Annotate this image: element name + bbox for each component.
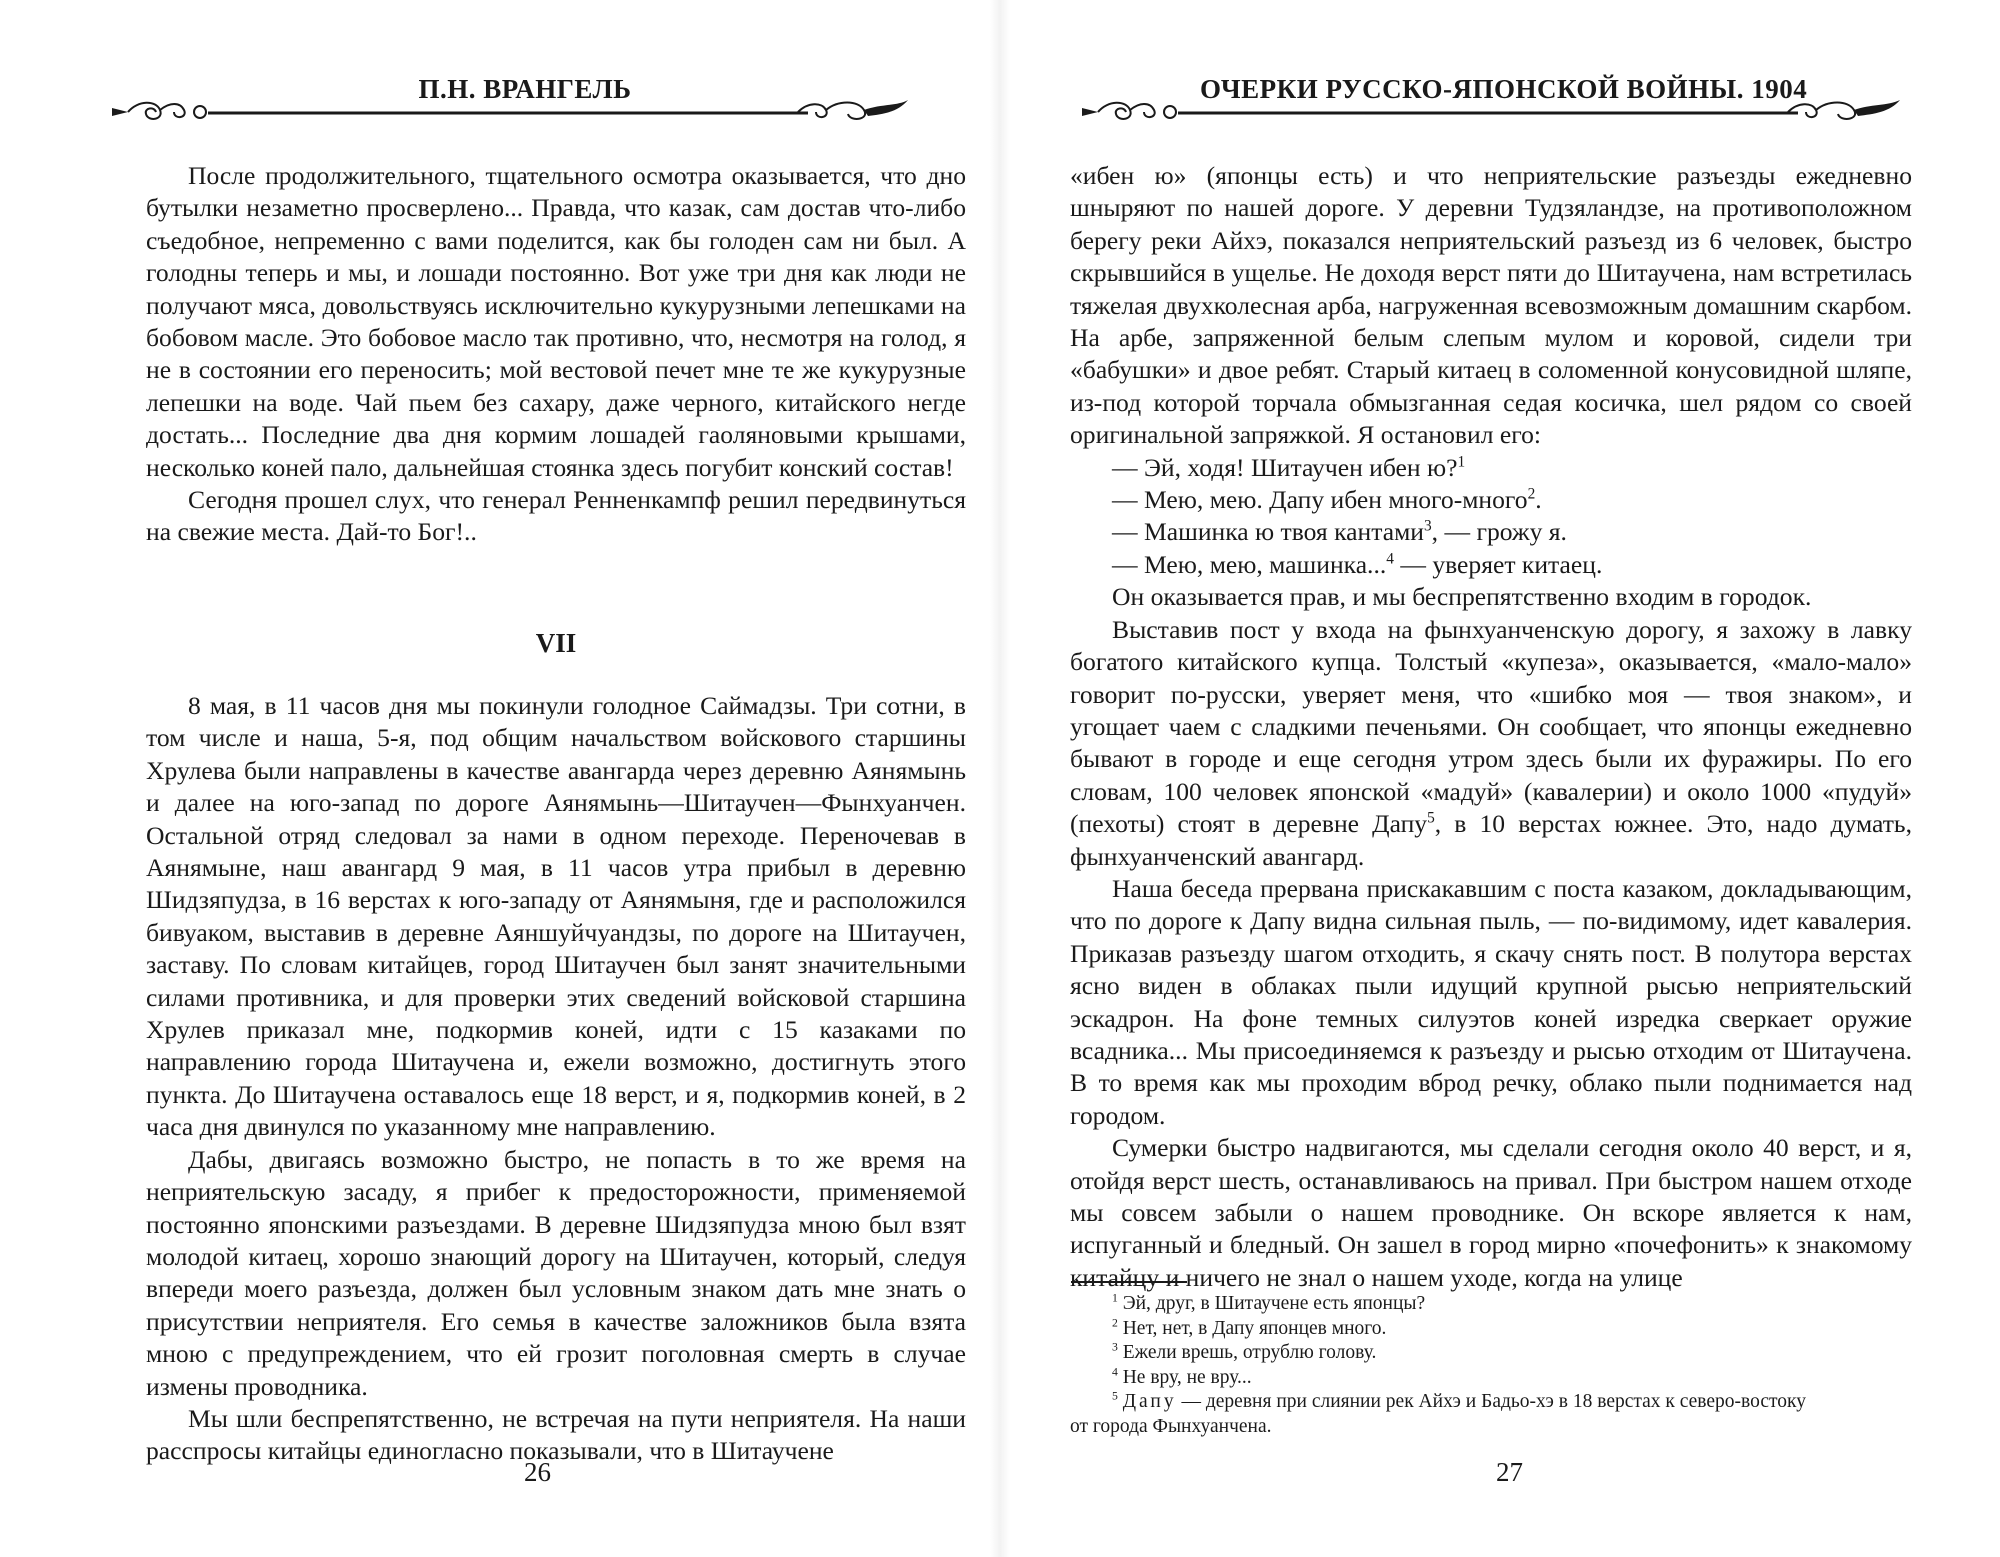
footnote: $^3$ Ежели врешь, отрублю голову. (1112, 1340, 1377, 1363)
paragraph: Дабы, двигаясь возможно быстро, не попасть в то же время на неприятельскую засаду, я прибег к предосторожности, применяемой постоянно японскими разъездами. В деревне Шидзяпудза мною был взят молодой китаец, хорошо знающий дорогу на Шитаучен, который, следуя впереди моего разъезда, должен был условным знаком дать мне знать о присутствии неприятеля. Его семья в качестве заложников была взята мною с предупреждением, что ей грозит поголовная смерть в случае измены проводника. (146, 1144, 966, 1401)
footnote-ref[interactable]: 3 (1423, 517, 1432, 535)
page-number: 27 (1496, 1457, 1523, 1487)
paragraph: 8 мая, в 11 часов дня мы покинули голодное Саймадзы. Три сотни, в том числе и наша, 5-я, под общим начальством войскового старшины Хрулева были направлены в качестве авангарда через деревню Аянямынь и далее на юго-запад по дороге Аянямынь—Шитаучен—Фынхуанчен. Остальной отряд следовал за нами в одном переходе. Переночевав в Аянямыне, наш авангард 9 мая, в 11 часов утра прибыл в деревню Шидзяпудза, в 16 верстах к юго-западу от Аянямыня, где и расположился бивуаком, выставив в деревне Аяншуйчуандзы, по дороге на Шитаучен, заставу. По словам китайцев, город Шитаучен был занят значительными силами противника, и для проверки этих сведений войсковой старшина Хрулев приказал мне, подкормив коней, идти с 15 казаками по направлению города Шитаучена и, ежели возможно, достигнуть этого пункта. До Шитаучена оставалось еще 18 верст, и я, подкормив коней, в 2 часа дня двинулся по указанному мне направлению. (146, 691, 966, 1142)
footnote-ref[interactable]: 1 (1457, 453, 1466, 471)
dialog-line: — Мею, мею, машинка...$^4$ — уверяет китаец. (1112, 549, 1603, 579)
footnote-ref[interactable]: 5 (1427, 809, 1435, 827)
footnote-ref[interactable]: 2 (1527, 485, 1536, 503)
running-head-author: П.Н. ВРАНГЕЛЬ (418, 74, 632, 104)
paragraph: Мы шли беспрепятственно, не встречая на пути неприятеля. На наши расспросы китайцы единогласно показывали, что в Шитаучене (146, 1403, 966, 1466)
dialog-line: — Машинка ю твоя кантами$^3$, — грожу я. (1112, 517, 1567, 547)
left-body-bottom (146, 690, 966, 1468)
footnote-ref[interactable]: 4 (1386, 550, 1394, 568)
chapter-heading: VII (535, 628, 577, 658)
paragraph: Наша беседа прервана прискакавшим с поста казаком, докладывающим, что по дороге к Дапу видна сильная пыль, — по-видимому, идет кавалерия. Приказав разъезду шагом отходить, я скачу снять пост. В полутора верстах ясно виден в облаках пыли идущий крупной рысью неприятельский эскадрон. На фоне темных силуэтов коней изредка сверкает оружие всадника... Мы присоединяемся к разъезду и рысью отходим от Шитаучена. В то время как мы проходим вброд речку, облако пыли поднимается над городом. (1070, 873, 1912, 1130)
header-ornament-rule (1078, 96, 1958, 126)
page-number: 26 (524, 1457, 551, 1487)
right-body (1070, 160, 1912, 1294)
left-body-top (146, 160, 966, 549)
footnote-continuation: от города Фынхуанчена. (1070, 1415, 1272, 1437)
running-head-title: ОЧЕРКИ РУССКО-ЯПОНСКОЙ ВОЙНЫ. 1904 (1200, 74, 1808, 104)
footnote: $^2$ Нет, нет, в Дапу японцев много. (1112, 1316, 1387, 1339)
header-ornament-rule (108, 96, 988, 126)
footnote: $^5$ Дапу — деревня при слиянии рек Айхэ и Бадьо-хэ в 18 верстах к северо-востоку (1112, 1389, 1806, 1412)
paragraph: После продолжительного, тщательного осмотра оказывается, что дно бутылки незаметно просверлено... Правда, что казак, сам достав что-либо съедобное, непременно с вами поделится, как бы голоден сам ни был. А голодны теперь и мы, и лошади постоянно. Вот уже три дня как люди не получают мяса, довольствуясь исключительно кукурузными лепешками на бобовом масле. Это бобовое масло так противно, что, несмотря на голод, я не в состоянии его переносить; мой вестовой печет мне те же кукурузные лепешки на воде. Чай пьем без сахару, даже черного, китайского негде достать... Последние два дня кормим лошадей гаоляновыми крышами, несколько коней пало, дальнейшая стоянка здесь погубит конский состав! (146, 161, 966, 482)
footnotes (1070, 1291, 1912, 1439)
paragraph: Сегодня прошел слух, что генерал Ренненкампф решил передвинуться на свежие места. Дай-то Бог!.. (146, 485, 966, 547)
paragraph: Выставив пост у входа на фынхуанченскую дорогу, я захожу в лавку богатого китайского купца. Толстый «купеза», оказывается, «мало-мало» говорит по-русски, уверяет меня, что «шибко моя — твоя знаком», и угощает чаем с сладкими печеньями. Он сообщает, что японцы ежедневно бывают в городе и еще сегодня утром здесь были их фуражиры. По его словам, 100 человек японской «мадуй» (кавалерии) и около 1000 «пудуй» (пехоты) стоят в деревне Дапу$^5$, в 10 верстах южнее. Это, надо думать, фынхуанченский авангард. (1070, 614, 1912, 871)
dialog-line: — Эй, ходя! Шитаучен ибен ю?$^1$ (1112, 452, 1466, 482)
footnote-separator (1071, 1281, 1187, 1283)
paragraph: Он оказывается прав, и мы беспрепятственно входим в городок. (1112, 582, 1812, 612)
footnote: $^1$ Эй, друг, в Шитаучене есть японцы? (1112, 1291, 1426, 1314)
footnote: $^4$ Не вру, не вру... (1112, 1365, 1252, 1388)
paragraph: «ибен ю» (японцы есть) и что неприятельские разъезды ежедневно шныряют по нашей дороге. У деревни Тудзяландзе, на противоположном берегу реки Айхэ, показался неприятельский разъезд из 6 человек, быстро скрывшийся в ущелье. Не доходя верст пяти до Шитаучена, нам встретилась тяжелая двухколесная арба, нагруженная всевозможным домашним скарбом. На арбе, запряженной белым слепым мулом и коровой, сидели три «бабушки» и двое ребят. Старый китаец в соломенной конусовидной шляпе, из-под которой торчала обмызганная седая косичка, шел рядом со своей оригинальной запряжкой. Я остановил его: (1070, 161, 1912, 450)
dialog-line: — Мею, мею. Дапу ибен много-много$^2$. (1112, 485, 1542, 515)
paragraph: Сумерки быстро надвигаются, мы сделали сегодня около 40 верст, и я, отойдя верст шесть, останавливаюсь на привал. При быстром нашем отходе мы совсем забыли о нашем проводнике. Он вскоре является к нам, испуганный и бледный. Он зашел в город мирно «почефонить» к знакомому китайцу и ничего не знал о нашем уходе, когда на улице (1070, 1133, 1912, 1292)
